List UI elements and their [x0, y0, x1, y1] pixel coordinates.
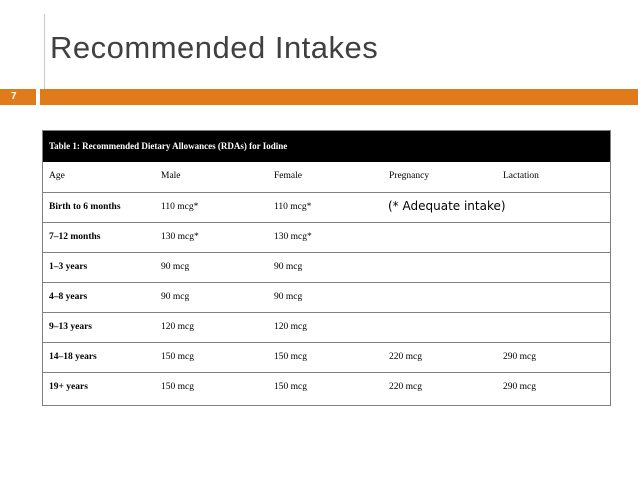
male-cell: 120 mcg — [161, 322, 194, 332]
male-cell: 110 mcg* — [161, 202, 199, 212]
table-row — [43, 252, 610, 282]
female-cell: 120 mcg — [274, 322, 307, 332]
column-header-pregnancy: Pregnancy — [389, 171, 430, 181]
pregnancy-cell: 220 mcg — [389, 352, 422, 362]
pregnancy-cell: 220 mcg — [389, 382, 422, 392]
male-cell: 150 mcg — [161, 352, 194, 362]
orange-divider-bar — [40, 89, 638, 105]
female-cell: 90 mcg — [274, 262, 303, 272]
male-cell: 130 mcg* — [161, 232, 199, 242]
column-header-female: Female — [274, 171, 302, 181]
table-row — [43, 372, 610, 402]
table-row — [43, 282, 610, 312]
table-caption: Table 1: Recommended Dietary Allowances (RDAs) for Iodine — [43, 131, 610, 162]
age-cell: 14–18 years — [49, 352, 97, 362]
table-row — [43, 222, 610, 252]
lactation-cell: 290 mcg — [503, 382, 536, 392]
column-header-age: Age — [49, 171, 65, 181]
female-cell: 150 mcg — [274, 382, 307, 392]
column-header-male: Male — [161, 171, 181, 181]
female-cell: 150 mcg — [274, 352, 307, 362]
lactation-cell: 290 mcg — [503, 352, 536, 362]
female-cell: 90 mcg — [274, 292, 303, 302]
age-cell: 7–12 months — [49, 232, 101, 242]
male-cell: 90 mcg — [161, 292, 190, 302]
table-row — [43, 312, 610, 342]
male-cell: 150 mcg — [161, 382, 194, 392]
age-cell: 19+ years — [49, 382, 88, 392]
age-cell: 4–8 years — [49, 292, 88, 302]
age-cell: 9–13 years — [49, 322, 93, 332]
table-row — [43, 342, 610, 372]
table-row — [43, 192, 610, 222]
age-cell: 1–3 years — [49, 262, 88, 272]
female-cell: 110 mcg* — [274, 202, 312, 212]
age-cell: Birth to 6 months — [49, 202, 121, 212]
title-accent-line — [44, 14, 45, 89]
page-number: 7 — [0, 89, 36, 105]
female-cell: 130 mcg* — [274, 232, 312, 242]
rda-table — [42, 130, 611, 406]
adequate-intake-note: (* Adequate intake) — [388, 199, 506, 213]
table-header-row — [43, 162, 610, 192]
male-cell: 90 mcg — [161, 262, 190, 272]
column-header-lactation: Lactation — [503, 171, 539, 181]
slide-title: Recommended Intakes — [50, 30, 379, 65]
